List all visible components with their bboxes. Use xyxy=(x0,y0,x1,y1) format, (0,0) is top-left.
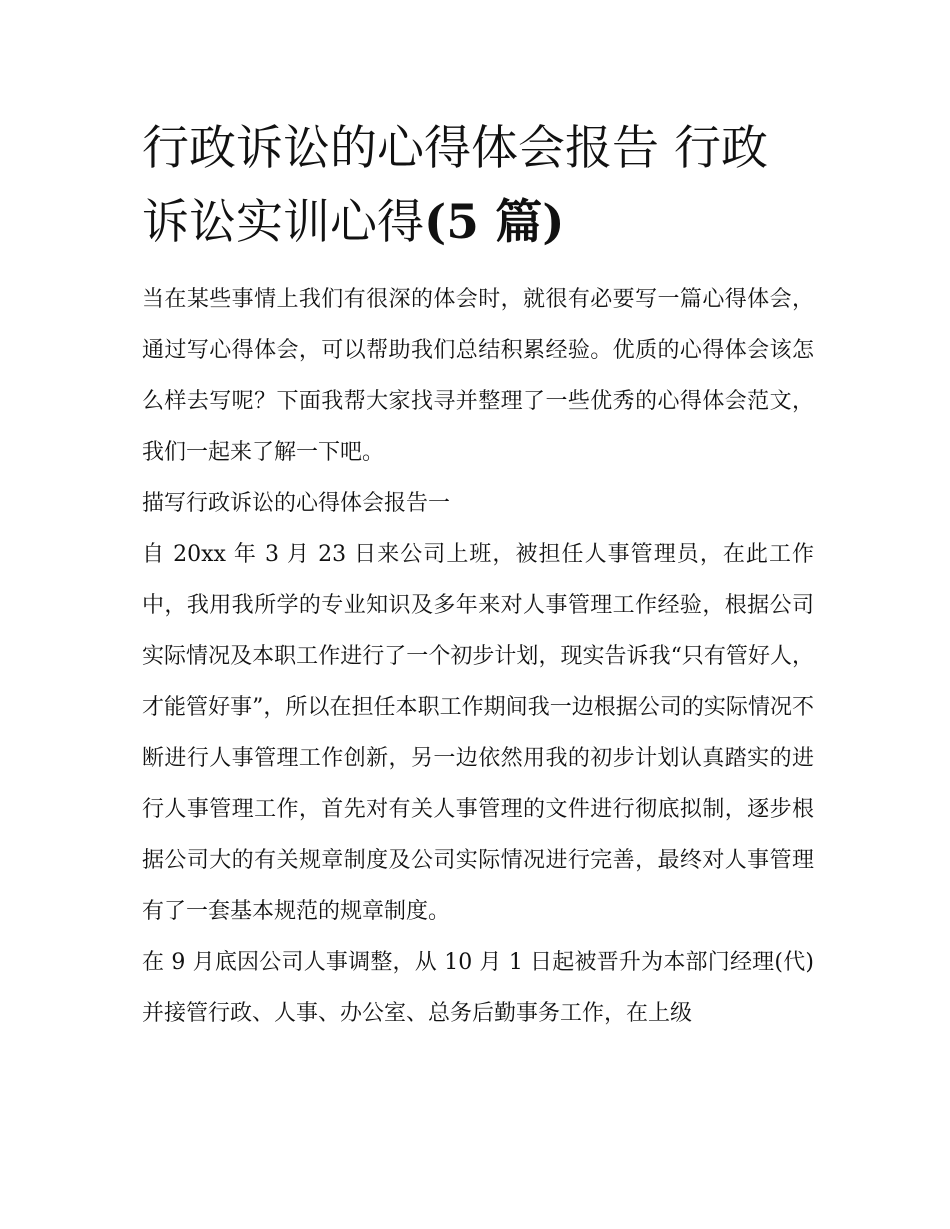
title-line-2: 诉讼实训心得 xyxy=(142,195,424,250)
section-heading: 描写行政诉讼的心得体会报告一 xyxy=(142,491,451,516)
body-paragraph: 在 9 月底因公司人事调整，从 10 月 1 日起被晋升为本部门经理(代)并接管行政、人事、办公室、总务后勤事务工作，在上级 xyxy=(142,950,814,1026)
body-paragraph: 自 20xx 年 3 月 23 日来公司上班，被担任人事管理员，在此工作中，我用我所学的专业知识及多年来对人事管理工作经验，根据公司实际情况及本职工作进行了一个初步计划，现实告诉我“只有管好人，才能管好事”，所以在担任本职工作期间我一边根据公司的实际情况不断进行人事管理工作创新，另一边依然用我的初步计划认真踏实的进行人事管理工作，首先对有关人事管理的文件进行彻底拟制，逐步根据公司大的有关规章制度及公司实际情况进行完善，最终对人事管理有了一套基本规范的规章制度。 xyxy=(142,542,814,924)
document-content xyxy=(142,112,814,1039)
document-body xyxy=(142,274,814,1039)
title-count: (5 篇) xyxy=(424,195,565,250)
intro-paragraph: 当在某些事情上我们有很深的体会时，就很有必要写一篇心得体会，通过写心得体会，可以帮助我们总结积累经验。优质的心得体会该怎么样去写呢？下面我帮大家找寻并整理了一些优秀的心得体会范文，我们一起来了解一下吧。 xyxy=(142,287,814,465)
document-title xyxy=(142,112,814,260)
title-line-1: 行政诉讼的心得体会报告 行政 xyxy=(142,121,768,176)
